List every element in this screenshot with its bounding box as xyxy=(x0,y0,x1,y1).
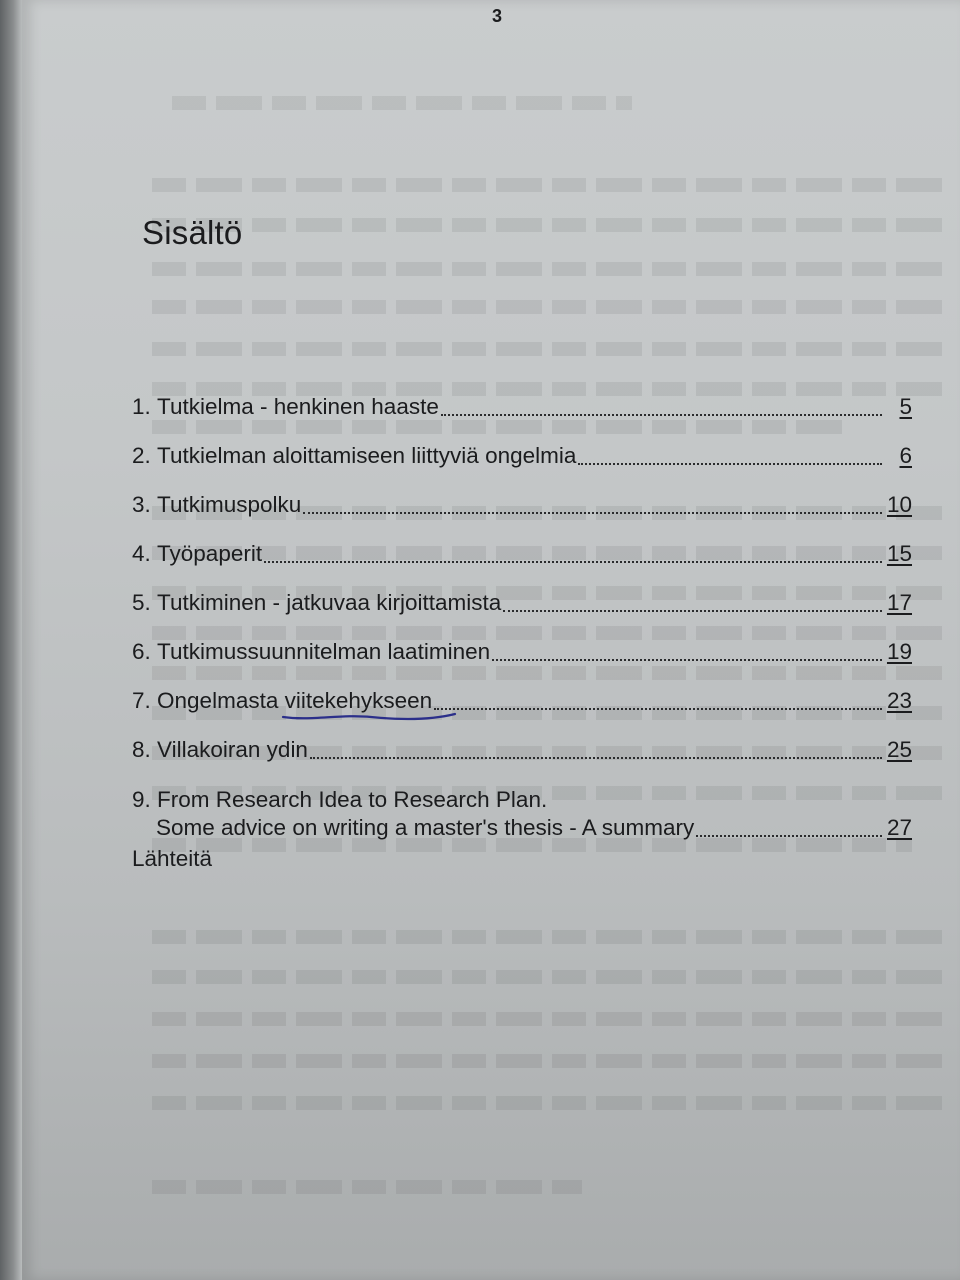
toc-entry-label: Tutkimuspolku xyxy=(157,492,302,517)
toc-entry-label: Tutkiminen - jatkuvaa kirjoittamista xyxy=(157,590,502,615)
dot-leader xyxy=(503,609,882,612)
toc-entry-number: 5. xyxy=(132,590,151,615)
toc-entry xyxy=(132,470,912,519)
toc-entry-page: 10 xyxy=(886,492,912,517)
toc-entry-label: Tutkielman aloittamiseen liittyviä ongelmia xyxy=(157,443,577,468)
dot-leader xyxy=(434,707,882,710)
toc-entry-first-line xyxy=(132,786,912,814)
toc-entry-label: Villakoiran ydin xyxy=(157,737,308,762)
sources-heading: Lähteitä xyxy=(132,846,213,871)
dot-leader xyxy=(303,511,882,514)
toc-entry-number: 1. xyxy=(132,394,151,419)
dot-leader xyxy=(310,756,882,759)
toc-entry-number: 9. xyxy=(132,787,151,812)
toc-entry-label-marked: viitekehykseen xyxy=(284,688,433,713)
book-spine-edge xyxy=(0,0,22,1280)
dot-leader xyxy=(264,560,882,563)
toc-entry-page: 23 xyxy=(886,688,912,713)
toc-entry-page: 5 xyxy=(899,394,912,419)
toc-entry-number: 3. xyxy=(132,492,151,517)
toc-entry xyxy=(132,715,912,764)
document-page xyxy=(22,0,960,1280)
toc-entry-label: Ongelmasta xyxy=(157,688,279,713)
toc-entry xyxy=(132,568,912,617)
pen-underlined-word xyxy=(285,687,433,715)
dot-leader xyxy=(492,658,882,661)
toc-entry-number: 6. xyxy=(132,639,151,664)
toc-entry-second-line xyxy=(132,814,912,842)
toc-entry-page: 6 xyxy=(899,443,912,468)
toc-entry-label: From Research Idea to Research Plan. xyxy=(157,787,548,812)
dot-leader xyxy=(578,462,882,465)
toc-entry xyxy=(132,764,912,842)
toc-entry-number: 2. xyxy=(132,443,151,468)
dot-leader xyxy=(696,834,882,837)
toc-entry xyxy=(132,421,912,470)
toc-entry-number: 4. xyxy=(132,541,151,566)
toc-entry-label: Työpaperit xyxy=(157,541,263,566)
page-number: 3 xyxy=(492,6,503,26)
toc-entry-number: 8. xyxy=(132,737,151,762)
toc-entry-label-continued: Some advice on writing a master's thesis - A summary xyxy=(156,815,695,840)
page-title: Sisältö xyxy=(142,214,243,251)
table-of-contents xyxy=(132,372,912,842)
toc-entry xyxy=(132,666,912,715)
toc-entry-page: 15 xyxy=(886,541,912,566)
toc-entry-page: 27 xyxy=(886,815,912,840)
toc-entry-label: Tutkielma - henkinen haaste xyxy=(157,394,439,419)
dot-leader xyxy=(441,413,882,416)
toc-entry-number: 7. xyxy=(132,688,151,713)
toc-entry-page: 25 xyxy=(886,737,912,762)
toc-entry-label: Tutkimussuunnitelman laatiminen xyxy=(157,639,491,664)
toc-entry xyxy=(132,519,912,568)
toc-entry-page: 17 xyxy=(886,590,912,615)
toc-entry-page: 19 xyxy=(886,639,912,664)
toc-entry xyxy=(132,372,912,421)
toc-entry xyxy=(132,617,912,666)
